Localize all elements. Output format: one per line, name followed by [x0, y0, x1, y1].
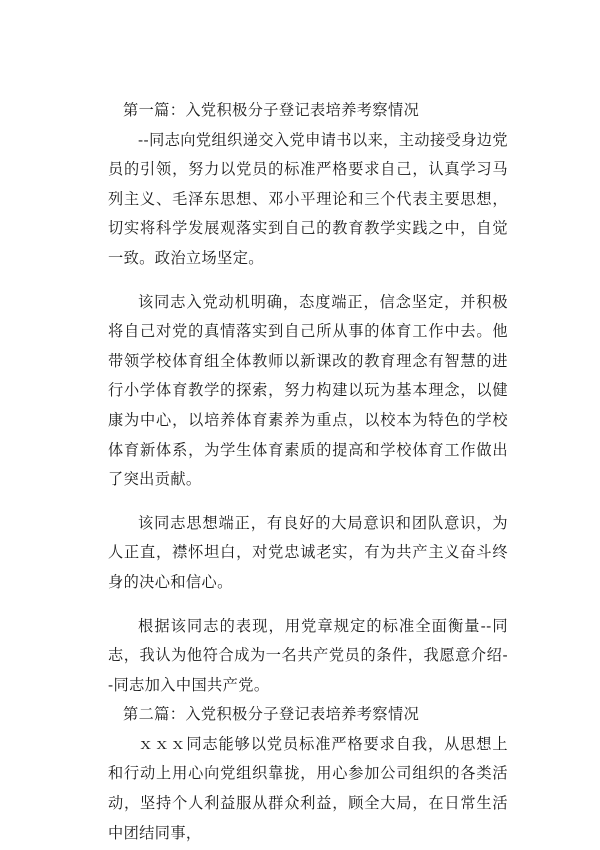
section-1-paragraph-4: 根据该同志的表现，用党章规定的标准全面衡量--同志，我认为他符合成为一名共产党员的条件，我愿意介绍--同志加入中国共产党。: [108, 616, 508, 694]
section-1-paragraph-2: 该同志入党动机明确，态度端正，信念坚定，并积极将自己对党的真情落实到自己所从事的体育工作中去。他带领学校体育组全体教师以新课改的教育理念有智慧的进行小学体育教学的探索，努力构建以玩为基本理念，以健康为中心，以培养体育素养为重点，以校本为特色的学校体育新体系，为学生体育素质的提高和学校体育工作做出了突出贡献。: [108, 292, 508, 489]
section-2-paragraph-1: ｘｘｘ同志能够以党员标准严格要求自我，从思想上和行动上用心向党组织靠拢，用心参加公司组织的各类活动，坚持个人利益服从群众利益，顾全大局，在日常生活中团结同事，: [108, 734, 508, 842]
section-1-paragraph-1: --同志向党组织递交入党申请书以来，主动接受身边党员的引领，努力以党员的标准严格要求自己，认真学习马列主义、毛泽东思想、邓小平理论和三个代表主要思想，切实将科学发展观落实到自己的教育教学实践之中，自觉一致。政治立场坚定。: [108, 130, 508, 267]
section-2-title: 第二篇：入党积极分子登记表培养考察情况: [123, 705, 420, 724]
document-body: [108, 96, 508, 848]
section-1-paragraph-3: 该同志思想端正，有良好的大局意识和团队意识，为人正直，襟怀坦白，对党忠诚老实，有为共产主义奋斗终身的决心和信心。: [108, 513, 508, 591]
section-1-title: 第一篇：入党积极分子登记表培养考察情况: [123, 101, 420, 119]
